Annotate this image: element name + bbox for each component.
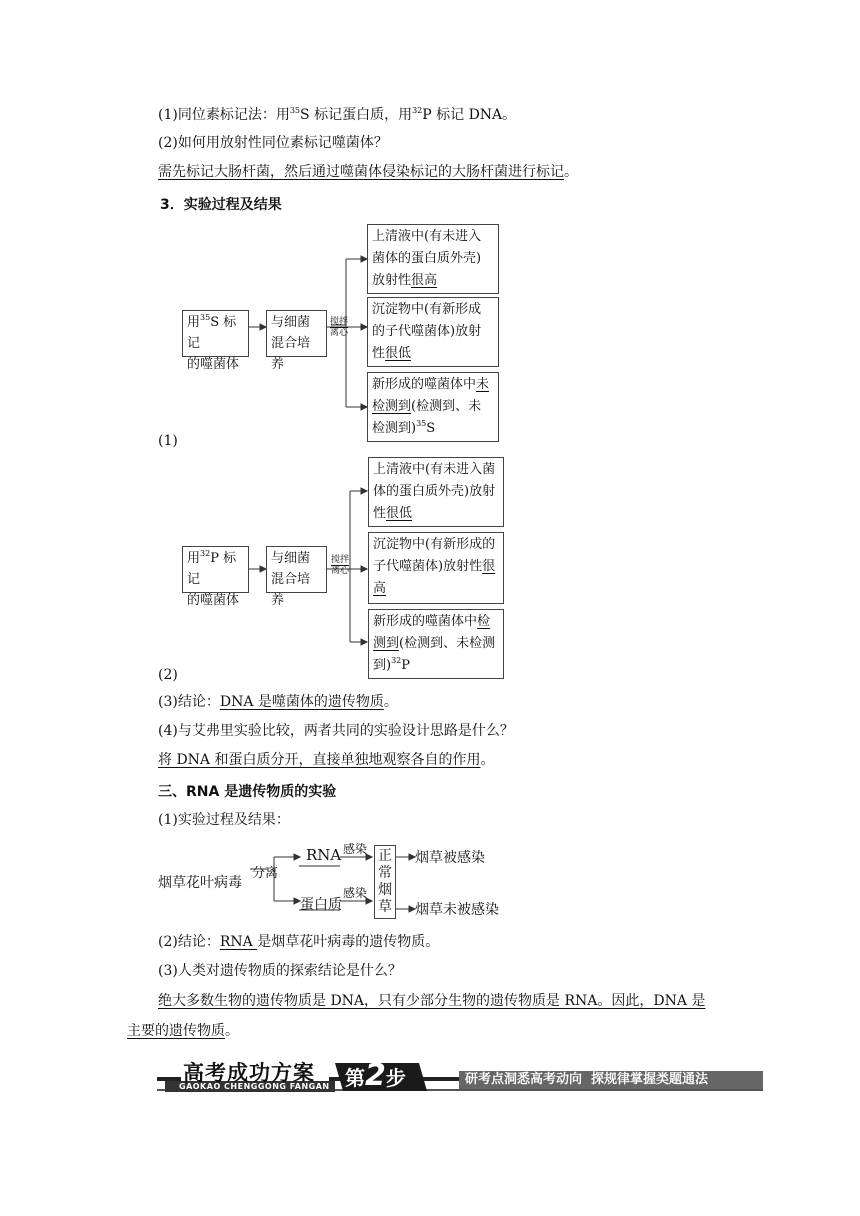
d2-result-1: 上清液中(有未进入菌体的蛋白质外壳)放射性很低 (368, 457, 504, 527)
banner-pinyin: GAOKAO CHENGGONG FANGAN (179, 1082, 330, 1091)
rna-tobacco-box: 正常烟草 (374, 845, 396, 919)
d1-result-1: 上清液中(有未进入菌体的蛋白质外壳)放射性很高 (367, 224, 499, 294)
rna-conclusion: (2)结论：RNA 是烟草花叶病毒的遗传物质。 (158, 934, 440, 950)
isotope-method-line: (1)同位素标记法：用$^{35}$S 标记蛋白质，用$^{32}$P 标记 DNA。 (158, 106, 517, 123)
d2-number: (2) (158, 667, 178, 683)
d1-number: (1) (158, 433, 178, 449)
rna-rna-label: RNA (306, 846, 342, 864)
rna-result-1: 烟草被感染 (415, 850, 485, 866)
d1-result-3: 新形成的噬菌体中未检测到(检测到、未检测到)$^{35}$S (367, 372, 499, 442)
section-rna-heading: 三、RNA 是遗传物质的实验 (158, 784, 337, 800)
d2-op-label: 搅拌 离心 (331, 555, 350, 576)
banner-title: 高考成功方案 (183, 1061, 315, 1085)
d2-start-box: 用$^{32}$P 标记 的噬菌体 (182, 546, 249, 593)
d1-op-label: 搅拌 离心 (330, 317, 349, 338)
section-3-heading: 3．实验过程及结果 (160, 197, 282, 213)
d1-start-box: 用$^{35}$S 标记 的噬菌体 (182, 310, 249, 357)
compare-answer: 将 DNA 和蛋白质分开，直接单独地观察各自的作用。 (158, 752, 495, 768)
compare-question: (4)与艾弗里实验比较，两者共同的实验设计思路是什么？ (158, 723, 514, 739)
question-2: (2)如何用放射性同位素标记噬菌体？ (158, 135, 388, 151)
rna-protein-label: 蛋白质 (300, 897, 342, 913)
banner (157, 1059, 763, 1097)
banner-step: 第2步 (345, 1058, 406, 1093)
d2-mix-box: 与细菌混合培养 (266, 546, 327, 593)
rna-infect-1: 感染 (343, 842, 368, 856)
rna-infect-2: 感染 (343, 886, 368, 900)
d1-mix-box: 与细菌混合培养 (266, 310, 327, 357)
conclusion-line: (3)结论：DNA 是噬菌体的遗传物质。 (158, 694, 398, 710)
answer-2: 需先标记大肠杆菌，然后通过噬菌体侵染标记的大肠杆菌进行标记。 (158, 164, 578, 180)
rna-virus-label: 烟草花叶病毒 (158, 875, 242, 891)
d2-result-2: 沉淀物中(有新形成的子代噬菌体)放射性很高 (368, 532, 504, 604)
rna-question-3: (3)人类对遗传物质的探索结论是什么？ (158, 963, 402, 979)
rna-separate-label: 分离 (252, 866, 279, 881)
d1-result-2: 沉淀物中(有新形成的子代噬菌体)放射性很低 (367, 297, 499, 367)
rna-result-2: 烟草未被感染 (415, 902, 499, 918)
rna-answer-3-line1: 绝大多数生物的遗传物质是 DNA，只有少部分生物的遗传物质是 RNA。因此，DNA 是 (158, 993, 706, 1009)
banner-slogan: 研考点洞悉高考动向 探规律掌握类题通法 (465, 1072, 709, 1087)
rna-answer-3-line2: 主要的遗传物质。 (127, 1023, 239, 1039)
d2-result-3: 新形成的噬菌体中检测到(检测到、未检测到)$^{32}$P (368, 609, 504, 679)
rna-process-label: (1)实验过程及结果： (158, 812, 290, 828)
